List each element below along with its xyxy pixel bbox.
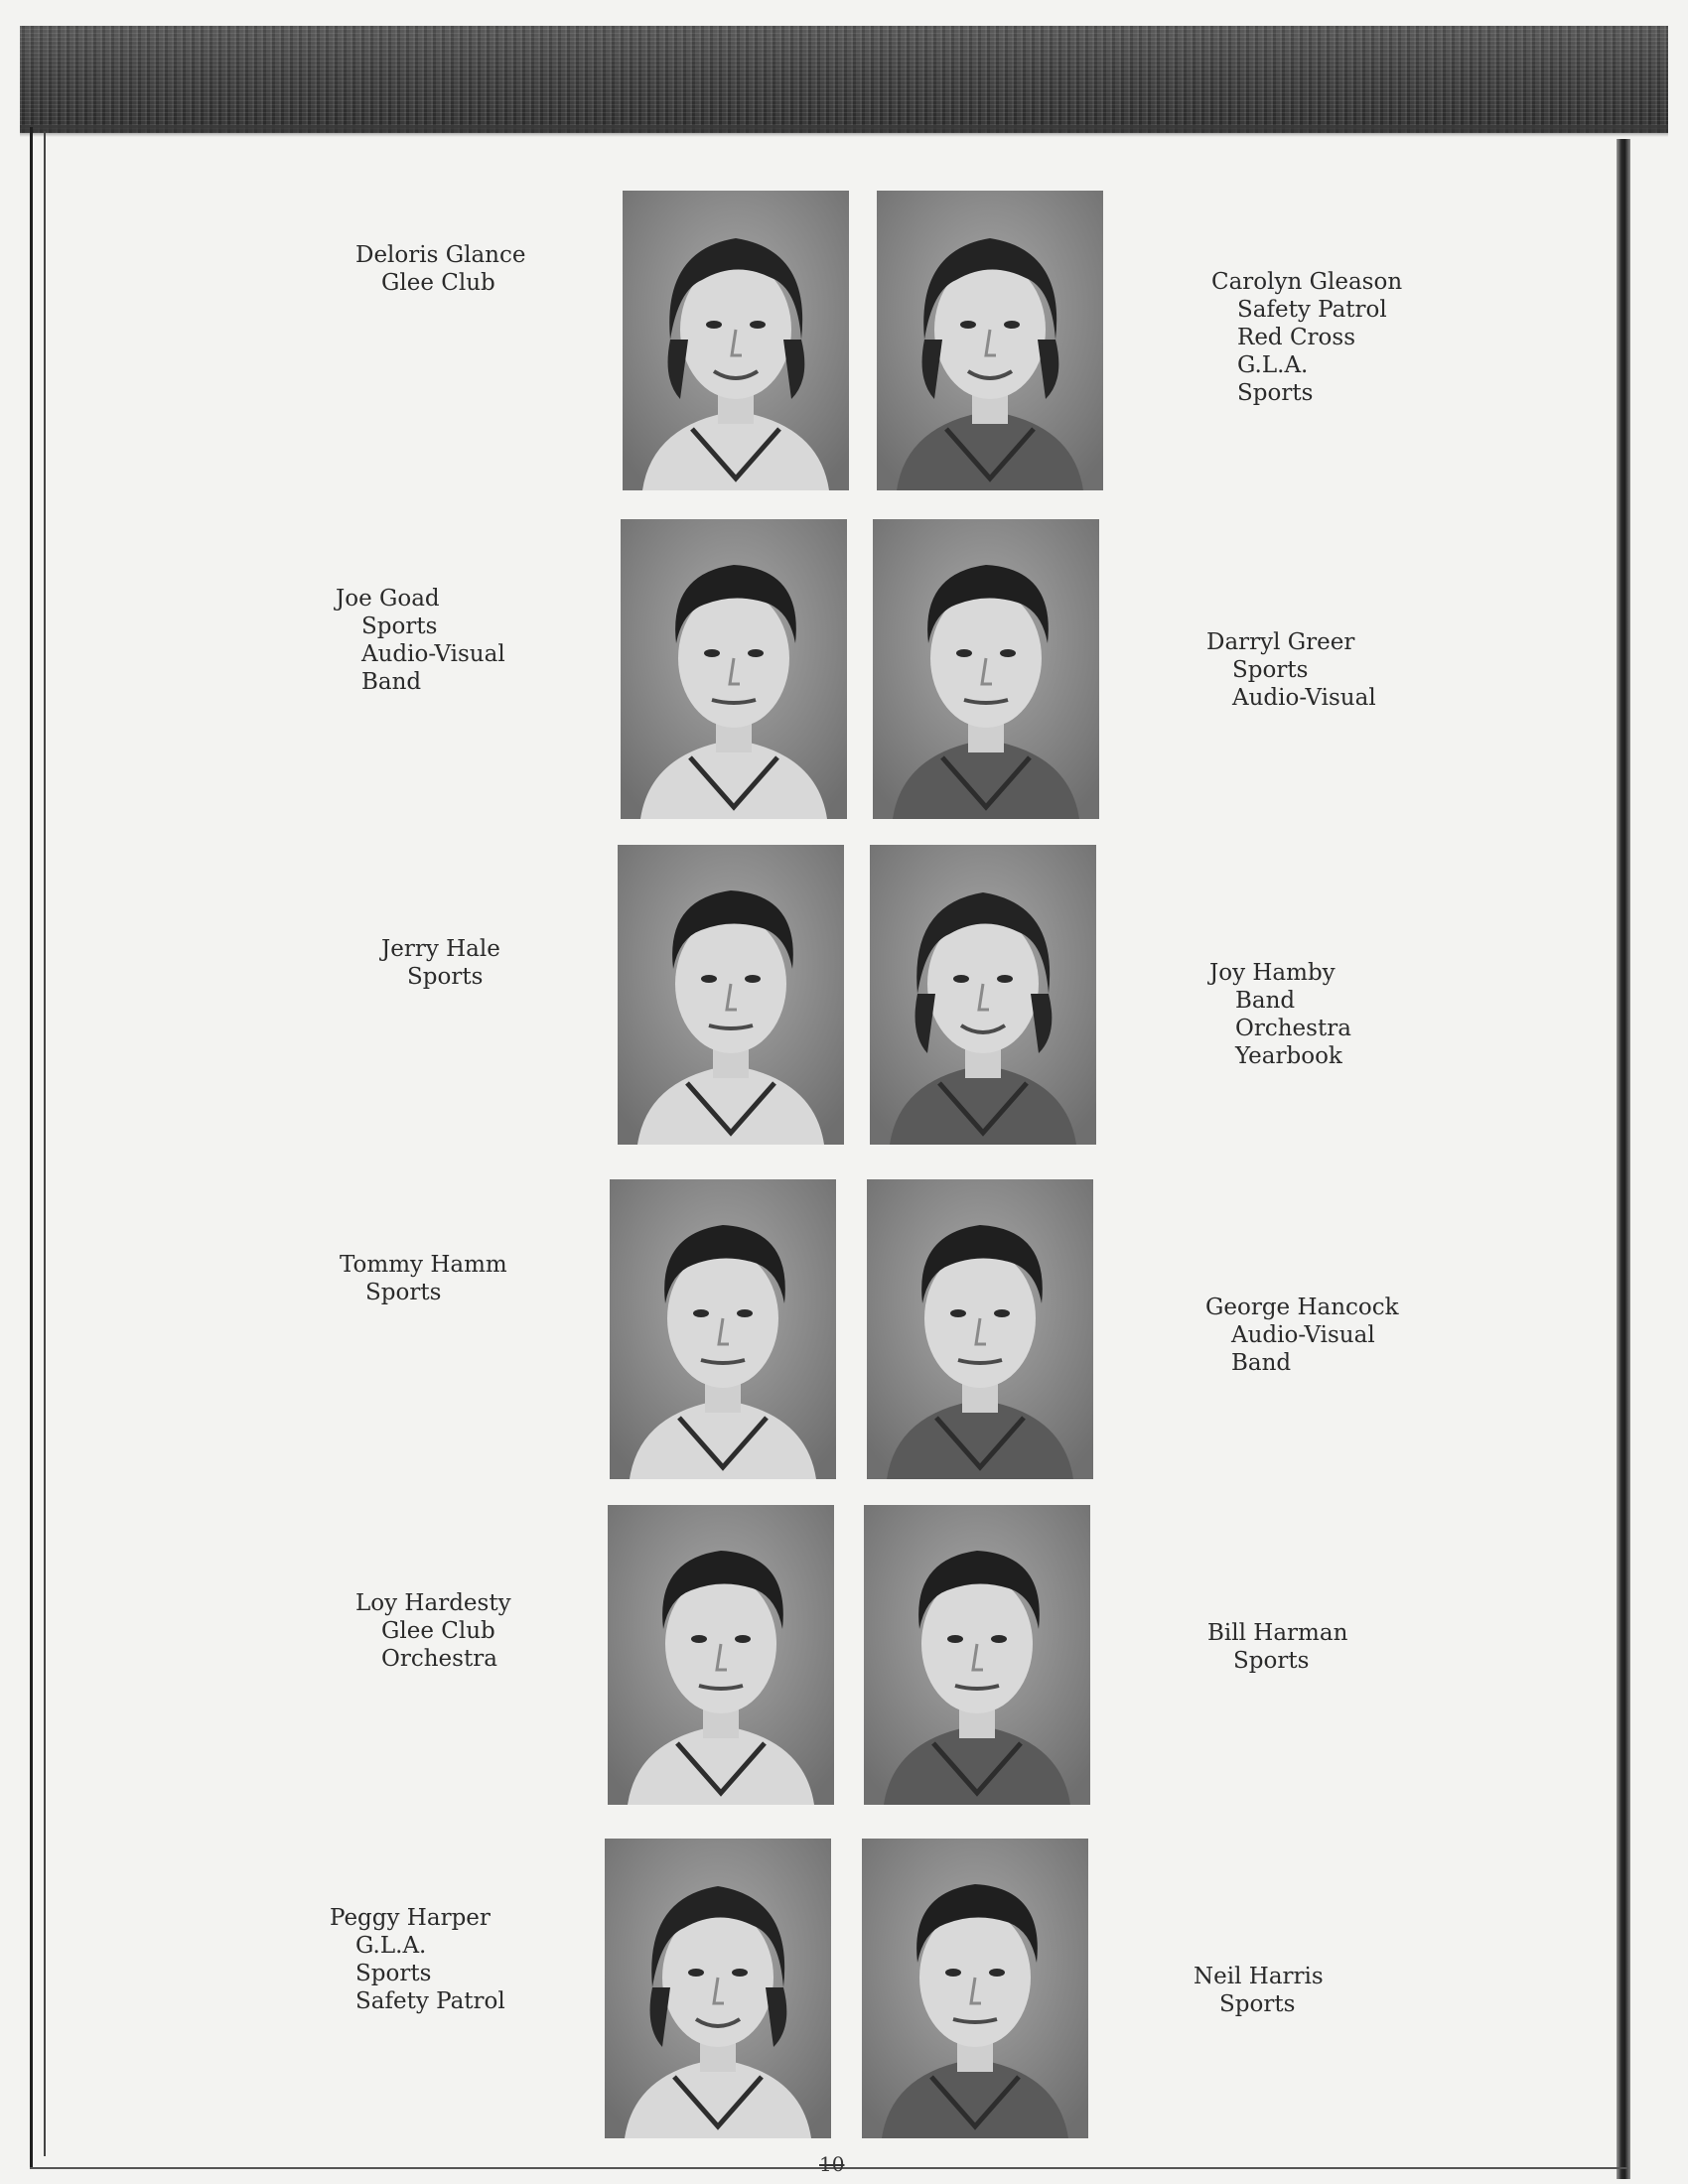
- portrait-image: [864, 1505, 1090, 1805]
- student-activity: Safety Patrol: [1237, 297, 1387, 323]
- scan-header-band: [20, 26, 1668, 133]
- student-photo: [864, 1505, 1090, 1805]
- student-name: Darryl Greer: [1206, 629, 1355, 655]
- student-photo: [873, 519, 1099, 819]
- student-activity: Red Cross: [1237, 325, 1356, 350]
- student-activity: Sports: [407, 964, 484, 990]
- page-right-edge: [1617, 139, 1630, 2179]
- student-caption: [336, 585, 505, 696]
- student-activity: Band: [1231, 1350, 1292, 1376]
- student-caption: [355, 1589, 511, 1673]
- portrait-image: [877, 191, 1103, 490]
- student-activity: Sports: [365, 1280, 442, 1305]
- student-name: Deloris Glance: [355, 242, 526, 268]
- student-name: Peggy Harper: [330, 1905, 491, 1931]
- portrait-image: [621, 519, 847, 819]
- student-caption: [381, 935, 500, 991]
- student-activity: Sports: [1233, 1648, 1310, 1674]
- portrait-image: [862, 1839, 1088, 2138]
- student-caption: [1206, 628, 1376, 712]
- student-name: Joy Hamby: [1209, 960, 1336, 986]
- student-activity: Band: [361, 669, 422, 695]
- portrait-image: [867, 1179, 1093, 1479]
- student-caption: [340, 1251, 507, 1306]
- student-activity: Safety Patrol: [355, 1988, 505, 2014]
- student-photo: [605, 1839, 831, 2138]
- page-left-edge: [44, 131, 46, 2156]
- student-name: Tommy Hamm: [340, 1252, 507, 1278]
- portrait-image: [608, 1505, 834, 1805]
- student-photo: [867, 1179, 1093, 1479]
- portrait-image: [870, 845, 1096, 1145]
- student-caption: [1207, 1619, 1347, 1675]
- student-photo: [621, 519, 847, 819]
- portrait-image: [605, 1839, 831, 2138]
- student-activity: Sports: [1237, 380, 1314, 406]
- student-name: Loy Hardesty: [355, 1590, 511, 1616]
- student-activity: Glee Club: [381, 270, 495, 296]
- portrait-image: [610, 1179, 836, 1479]
- student-caption: [355, 241, 525, 297]
- student-caption: [1209, 959, 1351, 1070]
- student-activity: Orchestra: [1235, 1016, 1351, 1041]
- portrait-image: [873, 519, 1099, 819]
- student-activity: Audio-Visual: [1231, 1322, 1375, 1348]
- student-activity: Sports: [355, 1961, 432, 1986]
- student-activity: Glee Club: [381, 1618, 495, 1644]
- student-activity: Audio-Visual: [1232, 685, 1376, 711]
- student-caption: [1194, 1963, 1324, 2018]
- student-activity: Sports: [361, 614, 438, 639]
- student-name: Jerry Hale: [381, 936, 500, 962]
- student-activity: Sports: [1232, 657, 1309, 683]
- student-name: Neil Harris: [1194, 1964, 1324, 1989]
- student-name: Carolyn Gleason: [1211, 269, 1403, 295]
- student-name: George Hancock: [1205, 1295, 1399, 1320]
- student-activity: Sports: [1219, 1991, 1296, 2017]
- student-activity: Band: [1235, 988, 1296, 1014]
- page-number: 10: [819, 2152, 845, 2176]
- student-photo: [877, 191, 1103, 490]
- student-photo: [610, 1179, 836, 1479]
- student-activity: G.L.A.: [355, 1933, 427, 1959]
- portrait-image: [623, 191, 849, 490]
- student-photo: [870, 845, 1096, 1145]
- student-activity: G.L.A.: [1237, 352, 1309, 378]
- student-name: Bill Harman: [1207, 1620, 1348, 1646]
- student-activity: Yearbook: [1235, 1043, 1342, 1069]
- student-activity: Orchestra: [381, 1646, 497, 1672]
- student-caption: [1205, 1294, 1399, 1377]
- student-name: Joe Goad: [336, 586, 440, 612]
- student-photo: [618, 845, 844, 1145]
- student-photo: [862, 1839, 1088, 2138]
- student-photo: [623, 191, 849, 490]
- student-caption: [1211, 268, 1402, 407]
- student-photo: [608, 1505, 834, 1805]
- student-activity: Audio-Visual: [361, 641, 505, 667]
- student-caption: [330, 1904, 505, 2015]
- portrait-image: [618, 845, 844, 1145]
